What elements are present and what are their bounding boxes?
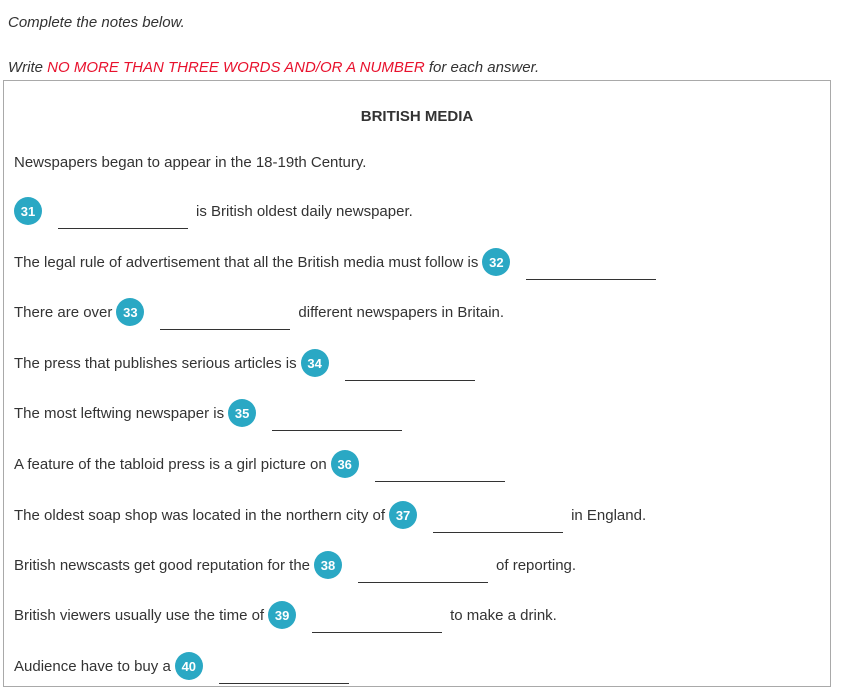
instruction-prefix: Write xyxy=(8,59,48,76)
answer-input-39[interactable] xyxy=(312,610,442,633)
question-number-badge: 40 xyxy=(175,652,203,680)
question-37 xyxy=(14,499,820,531)
question-text-after: is British oldest daily newspaper. xyxy=(196,202,413,220)
answer-input-37[interactable] xyxy=(433,510,563,533)
notes-intro: Newspapers began to appear in the 18-19th Century. xyxy=(14,153,367,171)
question-36 xyxy=(14,448,820,480)
question-34 xyxy=(14,347,820,379)
question-38 xyxy=(14,549,820,581)
question-number-badge: 34 xyxy=(301,349,329,377)
question-number-badge: 38 xyxy=(314,551,342,579)
question-number-badge: 32 xyxy=(482,248,510,276)
answer-input-38[interactable] xyxy=(358,560,488,583)
question-number-badge: 36 xyxy=(331,450,359,478)
answer-input-36[interactable] xyxy=(375,459,505,482)
question-32 xyxy=(14,246,820,278)
question-text-before: The press that publishes serious articles is xyxy=(14,354,297,372)
question-39 xyxy=(14,599,820,631)
question-text-after: to make a drink. xyxy=(450,606,557,624)
answer-input-35[interactable] xyxy=(272,408,402,431)
word-limit-highlight: NO MORE THAN THREE WORDS AND/OR A NUMBER xyxy=(47,59,425,76)
answer-input-33[interactable] xyxy=(160,307,290,330)
question-text-before: The oldest soap shop was located in the northern city of xyxy=(14,506,386,524)
instruction-word-limit xyxy=(8,59,539,76)
question-text-before: Audience have to buy a xyxy=(14,657,171,675)
answer-input-32[interactable] xyxy=(526,257,656,280)
question-text-before: A feature of the tabloid press is a girl picture on xyxy=(14,455,327,473)
answer-input-31[interactable] xyxy=(58,206,188,229)
question-text-before: There are over xyxy=(14,303,113,321)
notes-box xyxy=(3,80,831,687)
question-number-badge: 33 xyxy=(116,298,144,326)
question-31 xyxy=(14,195,820,227)
question-number-badge: 35 xyxy=(228,399,256,427)
question-number-badge: 31 xyxy=(14,197,42,225)
question-35 xyxy=(14,397,820,429)
question-33 xyxy=(14,296,820,328)
question-text-after: in England. xyxy=(571,506,647,524)
question-number-badge: 39 xyxy=(268,601,296,629)
question-40 xyxy=(14,650,820,682)
notes-intro-line xyxy=(14,146,820,178)
answer-input-34[interactable] xyxy=(345,358,475,381)
answer-input-40[interactable] xyxy=(219,661,349,684)
question-text-after: of reporting. xyxy=(496,556,577,574)
question-text-before: The legal rule of advertisement that all the British media must follow is xyxy=(14,253,479,271)
question-text-after: different newspapers in Britain. xyxy=(298,303,505,321)
instruction-suffix: for each answer. xyxy=(424,59,540,76)
question-text-before: The most leftwing newspaper is xyxy=(14,404,225,422)
notes-title: BRITISH MEDIA xyxy=(360,108,474,125)
instruction-complete-notes: Complete the notes below. xyxy=(8,14,185,31)
question-number-badge: 37 xyxy=(389,501,417,529)
question-text-before: British newscasts get good reputation for the xyxy=(14,556,311,574)
question-text-before: British viewers usually use the time of xyxy=(14,606,265,624)
